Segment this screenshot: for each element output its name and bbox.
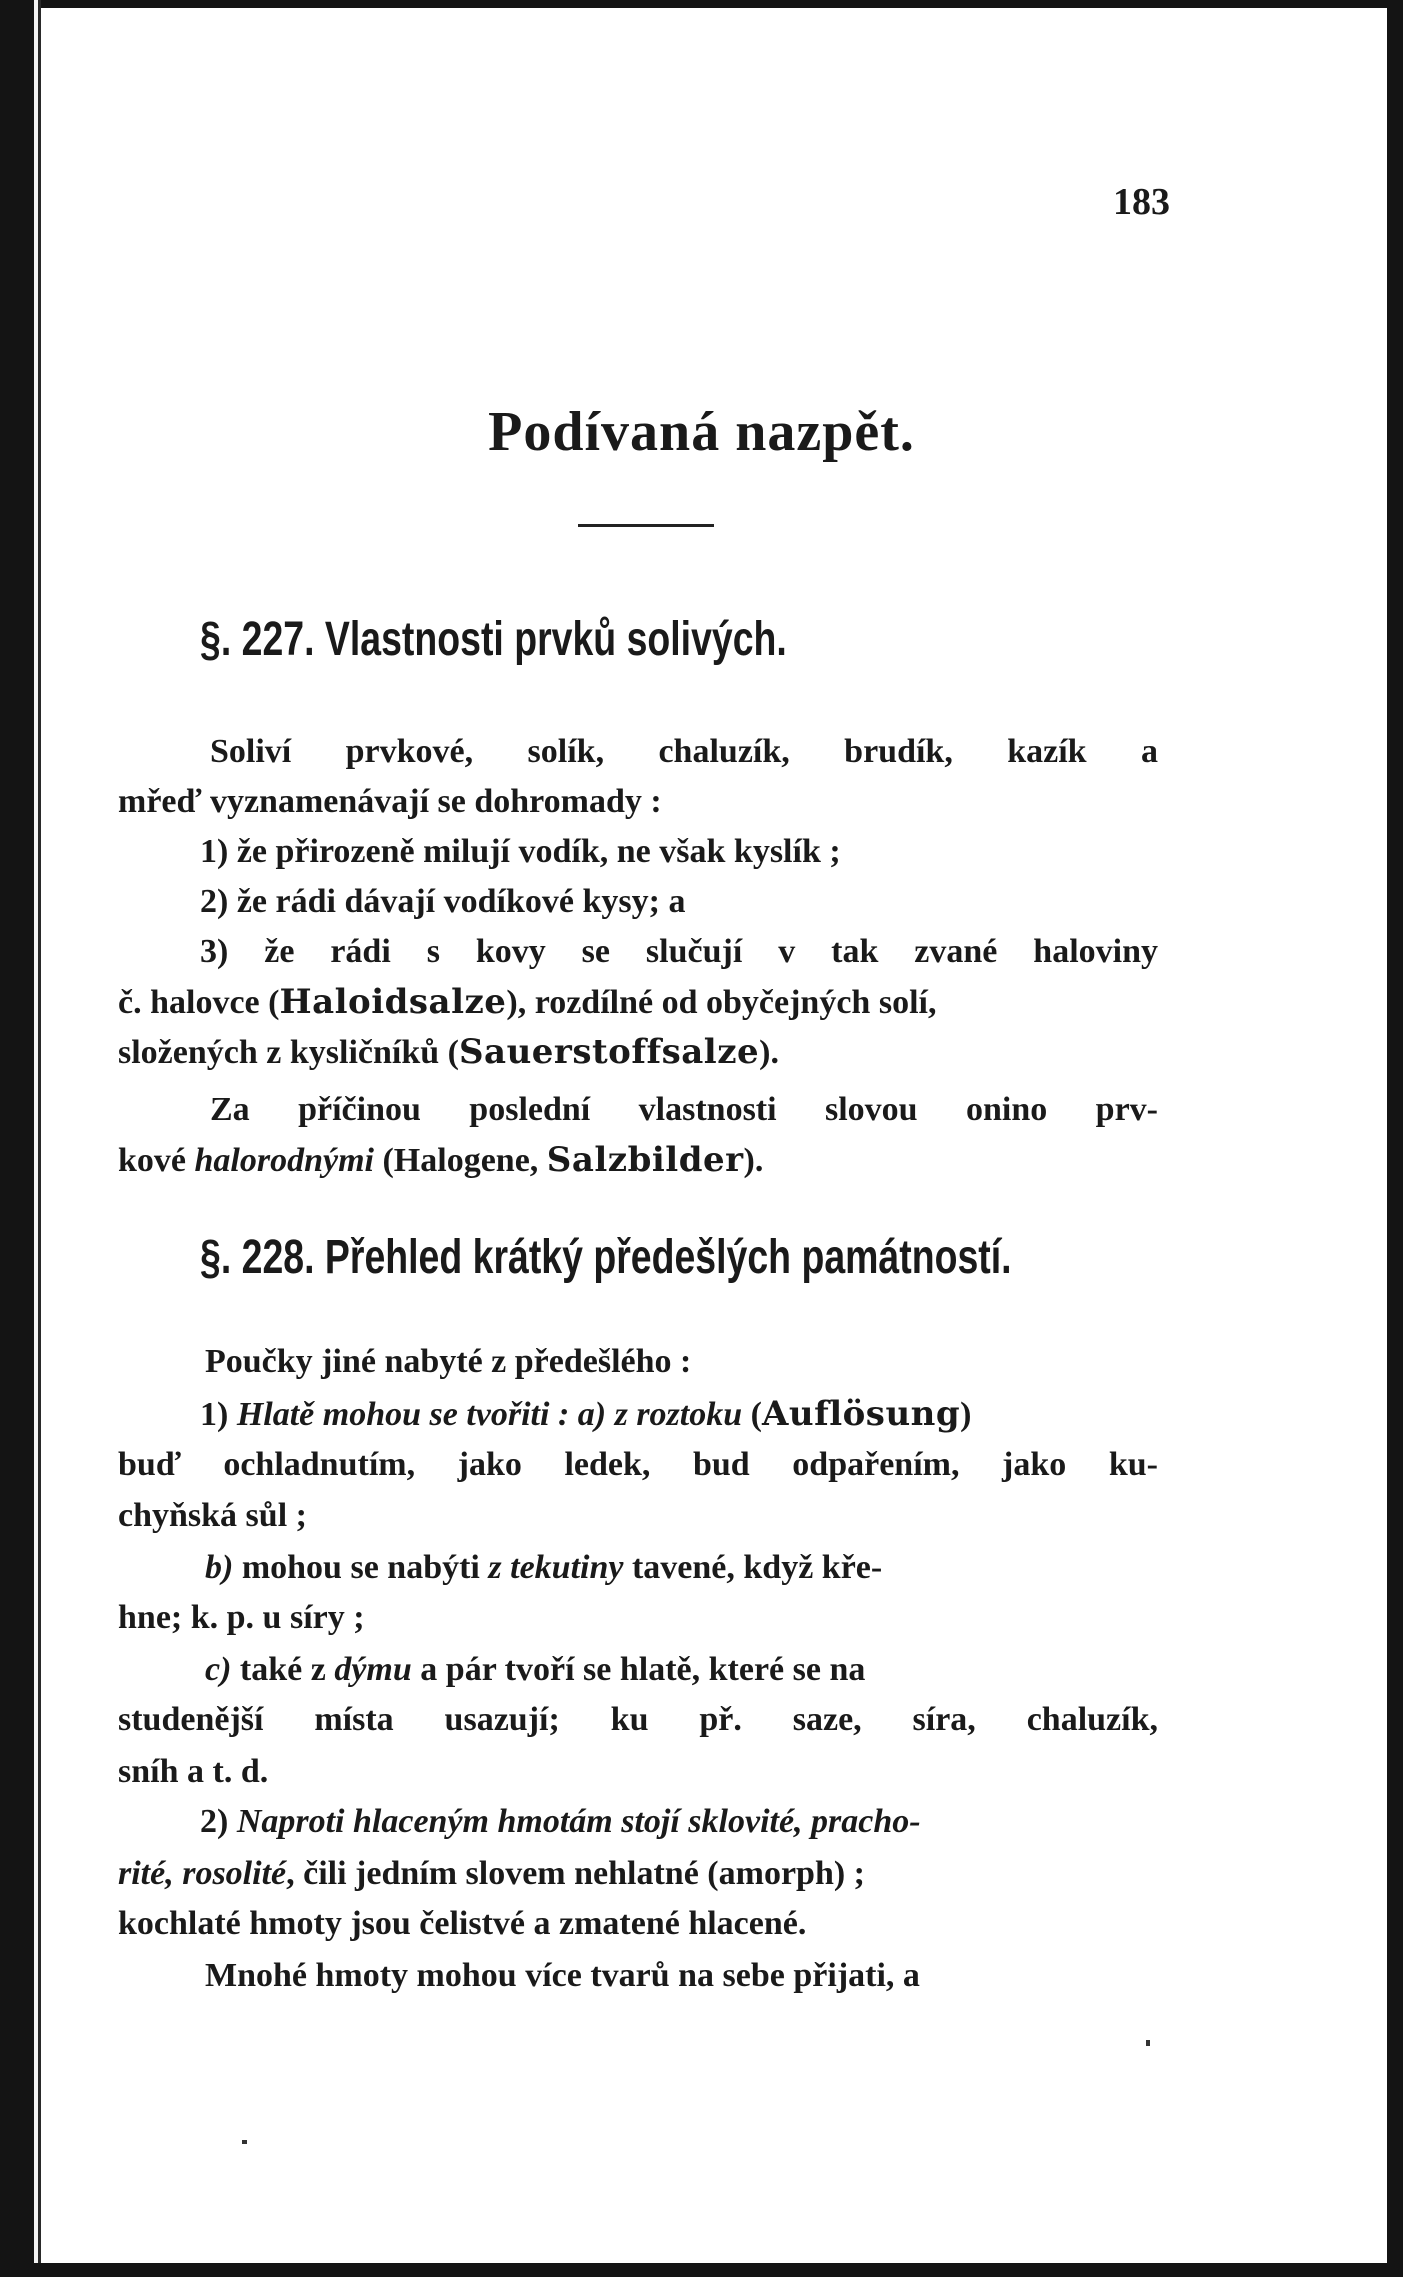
s228-line-6: hne; k. p. u síry ;: [118, 1599, 365, 1636]
s227-line-1: Soliví prvkové, solík, chaluzík, brudík, kazík a: [210, 733, 1158, 770]
s227-line-5: 3) že rádi s kovy se slučují v tak zvané haloviny: [200, 933, 1158, 970]
s228-line-3: buď ochladnutím, jako ledek, bud odpařením, jako ku-: [118, 1446, 1158, 1483]
s227-line-7-text: složených z kysličníků (: [118, 1034, 459, 1071]
s228-line-2-paren-open: (: [742, 1396, 762, 1433]
scan-speck: [242, 2140, 247, 2144]
s228-line-2-italic: Hlatě mohou se tvořiti : a) z roztoku: [236, 1396, 743, 1433]
s228-line-2-number: 1): [200, 1396, 237, 1433]
s227-line-7: [118, 1030, 1153, 1075]
s227-line-6: [118, 980, 1153, 1025]
section-227-heading: §. 227. Vlastnosti prvků solivých.: [200, 613, 787, 666]
s228-line-8: studenější místa usazují; ku př. saze, síra, chaluzík,: [118, 1701, 1158, 1738]
s228-line-7-tail: a pár tvoří se hlatě, které se na: [411, 1651, 866, 1688]
s228-line-5-text: mohou se nabýti: [233, 1549, 489, 1586]
s227-line-6-tail: ), rozdílné od obyčejných solí,: [506, 984, 937, 1021]
s228-line-10-italic: Naproti hlaceným hmotám stojí sklovité, pracho-: [236, 1803, 921, 1840]
s227-line-2: mřeď vyznamenávají se dohromady :: [118, 783, 662, 820]
s228-line-11-italic: rité, rosolité: [118, 1855, 287, 1892]
scan-border-left: [0, 0, 34, 2277]
s228-line-10: [200, 1800, 1235, 1844]
s228-line-5-tail: tavené, když kře-: [623, 1549, 883, 1586]
s227-line-9-mid: (Halogene,: [373, 1142, 547, 1179]
s228-line-7-label: c): [205, 1651, 232, 1688]
scan-border-right: [1387, 0, 1403, 2277]
s228-line-1: Poučky jiné nabyté z předešlého :: [205, 1343, 692, 1380]
s227-line-7-tail: ).: [759, 1034, 779, 1071]
s227-term-haloidsalze: Haloidsalze: [279, 982, 507, 1022]
s228-line-2: [200, 1392, 1235, 1437]
s228-line-5-label: b): [205, 1549, 234, 1586]
s227-line-9-text: kové: [118, 1142, 195, 1179]
scan-border-bottom: [0, 2263, 1403, 2277]
s227-line-3: 1) že přirozeně milují vodík, ne však kyslík ;: [200, 833, 841, 870]
s228-line-13: Mnohé hmoty mohou více tvarů na sebe přijati, a: [205, 1957, 920, 1994]
s227-line-4: 2) že rádi dávají vodíkové kysy; a: [200, 883, 686, 920]
s228-line-4: chyňská sůl ;: [118, 1497, 307, 1534]
s227-term-sauerstoffsalze: Sauerstoffsalze: [458, 1032, 760, 1072]
section-228-heading: §. 228. Přehled krátký předešlých památností.: [200, 1231, 1012, 1284]
s228-line-10-number: 2): [200, 1803, 237, 1840]
scan-binding-rule: [38, 0, 41, 2277]
s227-term-salzbilder: Salzbilder: [546, 1140, 744, 1180]
scan-border-top: [0, 0, 1403, 8]
scan-speck: [1146, 2040, 1150, 2046]
s228-line-11: [118, 1852, 1153, 1896]
s228-line-5-italic: z tekutiny: [488, 1549, 624, 1586]
s228-line-7: [205, 1648, 1240, 1692]
s227-line-6-text: č. halovce (: [118, 984, 280, 1021]
s228-line-7-italic: dýmu: [334, 1651, 412, 1688]
s228-term-aufloesung: Auflösung: [761, 1394, 961, 1434]
s228-line-2-paren-close: ): [960, 1396, 972, 1433]
s227-line-9-tail: ).: [743, 1142, 764, 1179]
s228-line-12: kochlaté hmoty jsou čelistvé a zmatené hlacené.: [118, 1905, 807, 1942]
s227-line-8: Za příčinou poslední vlastnosti slovou onino prv-: [210, 1091, 1158, 1128]
s228-line-9: sníh a t. d.: [118, 1753, 269, 1790]
chapter-title: Podívaná nazpět.: [488, 401, 915, 463]
s228-line-11-text: , čili jedním slovem nehlatné (amorph) ;: [286, 1855, 866, 1892]
s227-term-halorodnymi: halorodnými: [194, 1142, 374, 1179]
s227-line-9: [118, 1138, 1153, 1183]
title-divider: [578, 524, 714, 527]
s228-line-7-text: také z: [231, 1651, 335, 1688]
s228-line-5: [205, 1546, 1240, 1590]
page-number: 183: [1113, 181, 1170, 223]
